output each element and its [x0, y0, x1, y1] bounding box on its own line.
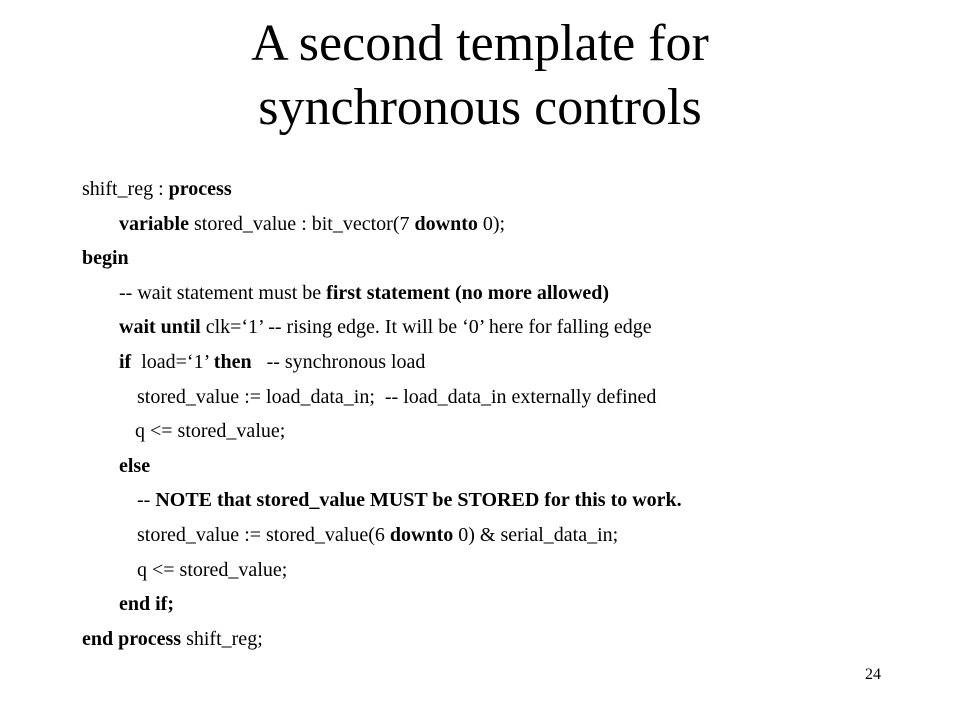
code-line	[82, 518, 942, 553]
code-text: stored_value : bit_vector(7	[189, 212, 415, 235]
code-text: stored_value := load_data_in; -- load_data_in externally defined	[137, 385, 657, 408]
keyword: downto	[414, 212, 478, 235]
code-line	[82, 414, 942, 449]
keyword: end if;	[119, 593, 174, 616]
code-text: q <= stored_value;	[137, 558, 288, 581]
code-text: shift_reg :	[82, 178, 169, 200]
code-comment: -- wait statement must be	[119, 281, 327, 304]
keyword: variable	[119, 212, 189, 235]
code-line	[82, 483, 942, 518]
keyword: begin	[82, 247, 129, 270]
code-line	[82, 622, 942, 657]
keyword: downto	[389, 523, 454, 546]
code-text: q <= stored_value;	[135, 420, 286, 443]
code-text: 0) & serial_data_in;	[453, 523, 619, 546]
keyword: then	[213, 350, 252, 373]
code-comment: --	[137, 489, 156, 512]
code-line	[82, 587, 942, 622]
code-line	[82, 207, 942, 242]
keyword: NOTE that stored_value MUST be STORED for this to work.	[155, 489, 682, 512]
page-number: 24	[865, 666, 881, 683]
keyword: wait until	[119, 316, 201, 339]
code-text: load=‘1’	[131, 350, 214, 373]
keyword: end process	[82, 627, 182, 650]
code-text: 0);	[477, 212, 506, 235]
code-line	[82, 345, 942, 380]
code-block	[82, 172, 942, 656]
code-comment: -- synchronous load	[251, 350, 426, 373]
code-line	[82, 449, 942, 484]
code-text: stored_value := stored_value(6	[137, 523, 390, 546]
keyword: first statement (no more allowed)	[326, 281, 610, 304]
keyword: else	[119, 454, 151, 477]
keyword: if	[119, 350, 132, 373]
code-line	[82, 241, 942, 276]
keyword: process	[168, 178, 232, 200]
code-line	[82, 276, 942, 311]
code-text: shift_reg;	[181, 627, 263, 650]
title-line-1: A second template for	[251, 15, 709, 72]
code-line	[82, 553, 942, 588]
slide-title	[0, 12, 960, 140]
code-text: clk=‘1’ -- rising edge. It will be ‘0’ here for falling edge	[200, 316, 652, 339]
code-line	[82, 172, 942, 207]
code-line	[82, 310, 942, 345]
title-line-2: synchronous controls	[258, 79, 702, 136]
code-line	[82, 380, 942, 415]
